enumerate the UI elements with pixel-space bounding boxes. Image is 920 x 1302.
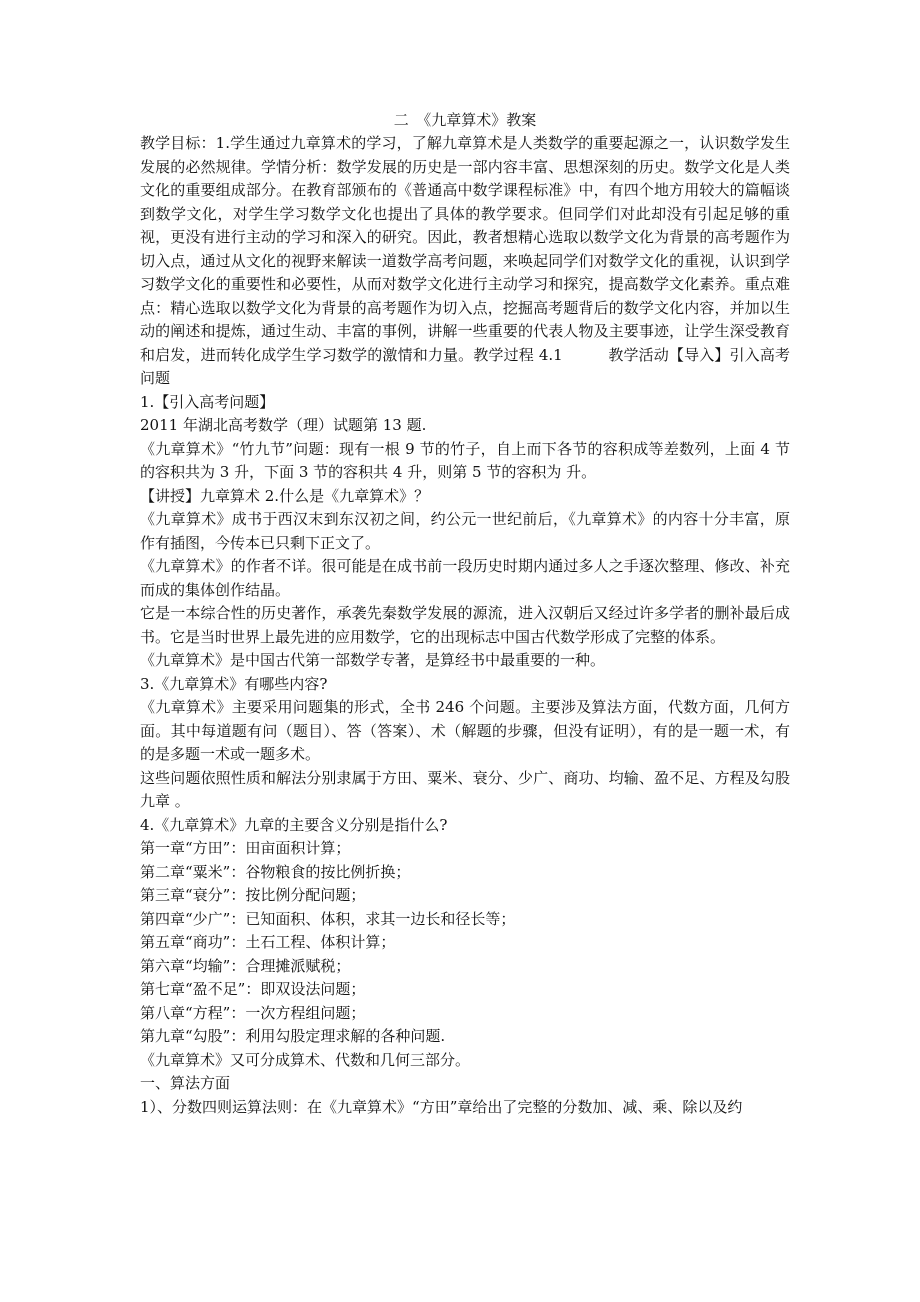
paragraph-origin: 《九章算术》成书于西汉末到东汉初之间，约公元一世纪前后，《九章算术》的内容十分丰富，原作有插图，今传本已只剩下正文了。 [140, 510, 790, 552]
exam-source: 2011 年湖北高考数学（理）试题第 13 题. [140, 416, 427, 434]
section-heading-1: 1.【引入高考问题】 [140, 392, 275, 411]
section-heading-3: 3.《九章算术》有哪些内容? [140, 674, 328, 693]
section-heading-4: 4.《九章算术》九章的主要含义分别是指什么? [140, 815, 448, 834]
chapter-item: 第五章“商功”：土石工程、体积计算； [140, 933, 396, 951]
chapter-item: 第九章“勾股”：利用勾股定理求解的各种问题. [140, 1027, 446, 1045]
page-title: 二 《九章算术》教案 [393, 111, 537, 129]
document-page [140, 108, 790, 1119]
paragraph-significance: 《九章算术》是中国古代第一部数学专著，是算经书中最重要的一种。 [140, 651, 606, 669]
paragraph-history: 它是一本综合性的历史著作，承袭先秦数学发展的源流，进入汉朝后又经过许多学者的删补最后成书。它是当时世界上最先进的应用数学，它的出现标志中国古代数学形成了完整的体系。 [140, 604, 790, 646]
section-heading-algorithms: 一、算法方面 [140, 1074, 231, 1092]
paragraph-categories: 这些问题依照性质和解法分别隶属于方田、粟米、衰分、少广、商功、均输、盈不足、方程及勾股九章 。 [140, 768, 790, 810]
paragraph-fractions: 1）、分数四则运算法则：在《九章算术》“方田”章给出了完整的分数加、减、乘、除以及约 [140, 1097, 743, 1116]
chapter-item: 第二章“粟米”：谷物粮食的按比例折换； [140, 862, 411, 881]
paragraph-author: 《九章算术》的作者不详。很可能是在成书前一段历史时期内通过多人之手逐次整理、修改、补充而成的集体创作结晶。 [140, 557, 790, 599]
chapter-item: 第七章“盈不足”：即双设法问题； [140, 980, 366, 998]
section-heading-2: 【讲授】九章算术 2.什么是《九章算术》？ [140, 486, 430, 505]
chapter-item: 第四章“少广”：已知面积、体积，求其一边长和径长等； [140, 909, 516, 928]
paragraph-content: 《九章算术》主要采用问题集的形式，全书 246 个问题。主要涉及算法方面，代数方面，几何方面。其中每道题有问（题目）、答（答案）、术（解题的步骤，但没有证明），有的是一题一术，有的是多题一术或一题多术。 [140, 698, 790, 763]
chapter-item: 第一章“方田”：田亩面积计算； [140, 839, 351, 857]
chapter-item: 第八章“方程”：一次方程组问题； [140, 1003, 366, 1022]
chapter-item: 第六章“均输”：合理摊派赋税； [140, 956, 351, 975]
exam-problem: 《九章算术》“竹九节”问题：现有一根 9 节的竹子，自上而下各节的容积成等差数列，上面 4 节的容积共为 3 升，下面 3 节的容积共 4 升，则第 5 节的容积为 升。 [140, 439, 790, 481]
intro-paragraph: 教学目标：1.学生通过九章算术的学习，了解九章算术是人类数学的重要起源之一，认识数学发生发展的必然规律。学情分析：数学发展的历史是一部内容丰富、思想深刻的历史。数学文化是人类文化的重要组成部分。在教育部颁布的《普通高中数学课程标准》中，有四个地方用较大的篇幅谈到数学文化，对学生学习数学文化也提出了具体的教学要求。但同学们对此却没有引起足够的重视，更没有进行主动的学习和深入的研究。因此，教者想精心选取以数学文化为背景的高考题作为切入点，通过从文化的视野来解读一道数学高考问题，来唤起同学们对数学文化的重视，认识到学习数学文化的重要性和必要性，从而对数学文化进行主动学习和探究，提高数学文化素养。重点难点：精心选取以数学文化为背景的高考题作为切入点，挖掘高考题背后的数学文化内容，并加以生动的阐述和提炼，通过生动、丰富的事例，讲解一些重要的代表人物及主要事迹，让学生深受教育和启发，进而转化成学生学习数学的激情和力量。教学过程 4.1 教学活动【导入】引入高考问题 [140, 134, 790, 387]
chapter-item: 第三章“衰分”：按比例分配问题； [140, 886, 366, 904]
chapters-summary: 《九章算术》又可分成算术、代数和几何三部分。 [140, 1050, 471, 1069]
